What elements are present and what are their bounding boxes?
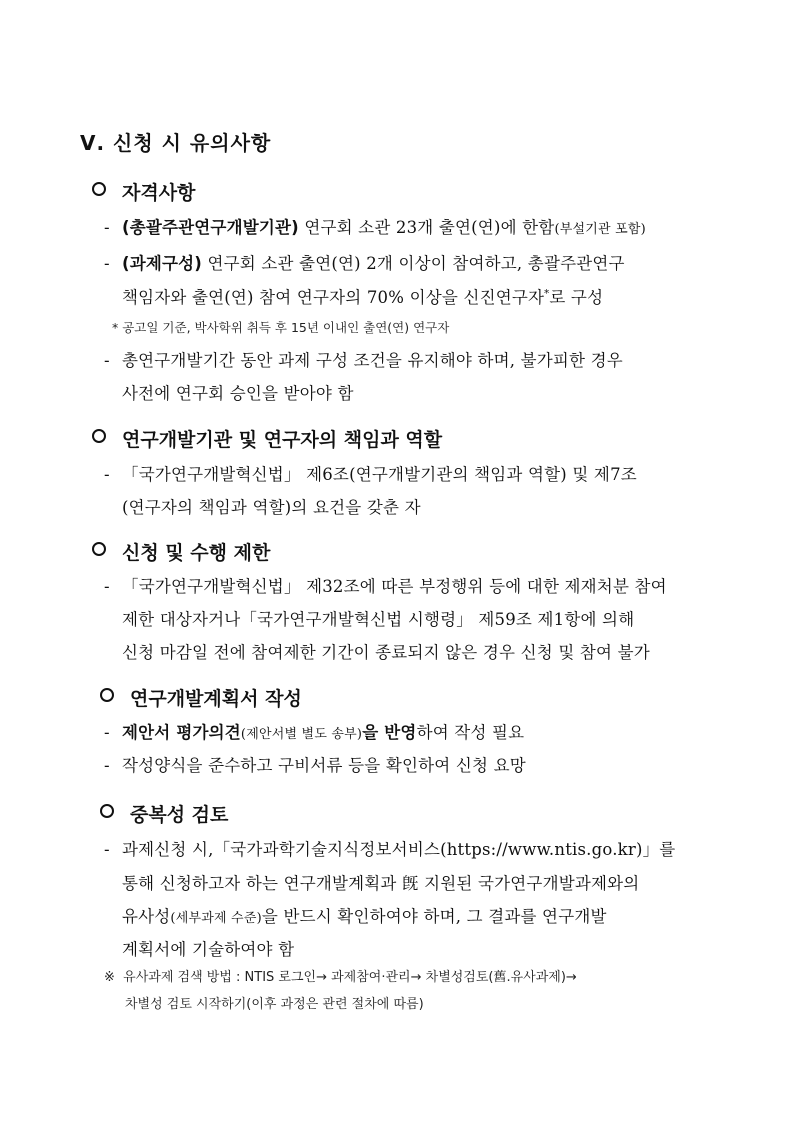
restriction-item [104, 573, 667, 597]
duplication-item [104, 836, 675, 860]
dash: - [104, 723, 110, 742]
heading-text: 중복성 검토 [130, 804, 229, 826]
item-text: 하여 작성 필요 [416, 723, 525, 742]
duplication-item-cont-2 [122, 903, 607, 927]
eligibility-item-3 [104, 347, 623, 371]
heading-text: 연구개발기관 및 연구자의 책임과 역할 [122, 429, 443, 451]
eligibility-item-2-cont [122, 284, 603, 308]
dash: - [104, 756, 110, 775]
circle-bullet-icon [92, 542, 106, 556]
item-text: 연구회 소관 23개 출연(연)에 한함 [298, 218, 555, 237]
circle-bullet-icon [100, 804, 114, 818]
item-text: 총연구개발기간 동안 과제 구성 조건을 유지해야 하며, 불가피한 경우 [122, 351, 623, 370]
duplication-item-cont-3: 계획서에 기술하여야 함 [122, 940, 295, 959]
restriction-item-cont-1: 제한 대상자거나「국가연구개발혁신법 시행령」 제59조 제1항에 의해 [122, 610, 635, 629]
responsibility-item [104, 461, 637, 485]
dash: - [104, 351, 110, 370]
heading-plan [100, 684, 302, 711]
eligibility-note: * 공고일 기준, 박사학위 취득 후 15년 이내인 출연(연) 연구자 [112, 320, 450, 335]
dash: - [104, 840, 110, 859]
small-text: (제안서별 별도 송부) [240, 727, 363, 742]
item-text: 연구회 소관 출연(연) 2개 이상이 참여하고, 총괄주관연구 [202, 254, 625, 273]
small-text: (세부과제 수준) [170, 911, 262, 926]
bold-label: (총괄주관연구개발기관) [122, 218, 299, 237]
item-text: 「국가연구개발혁신법」 제6조(연구개발기관의 책임과 역할) 및 제7조 [122, 465, 637, 484]
heading-eligibility [92, 178, 195, 205]
eligibility-item-2 [104, 250, 625, 274]
duplication-item-cont-1: 통해 신청하고자 하는 연구개발계획과 旣 지원된 국가연구개발과제와의 [122, 874, 640, 893]
item-text: 로 구성 [549, 288, 604, 307]
circle-bullet-icon [100, 688, 114, 702]
eligibility-item-3-cont: 사전에 연구회 승인을 받아야 함 [122, 384, 354, 403]
search-method-note-cont: 차별성 검토 시작하기(이후 과정은 관련 절차에 따름) [125, 997, 424, 1012]
item-text: 「국가연구개발혁신법」 제32조에 따른 부정행위 등에 대한 제재처분 참여 [122, 577, 667, 596]
section-title: Ⅴ. 신청 시 유의사항 [80, 131, 272, 155]
reference-mark: ※ [104, 970, 115, 985]
eligibility-item-1 [104, 214, 646, 238]
item-text: 을 반드시 확인하여야 하며, 그 결과를 연구개발 [261, 907, 607, 926]
note-text: 유사과제 검색 방법 : NTIS 로그인→ 과제참여·관리→ 차별성검토(舊.유사과제)→ [123, 970, 577, 985]
dash: - [104, 254, 110, 273]
small-text: (부설기관 포함) [554, 222, 646, 237]
footnote-mark: * [544, 288, 550, 300]
bold-label: 을 반영 [362, 723, 417, 742]
heading-restriction [92, 538, 270, 565]
bold-label: 제안서 평가의견 [122, 723, 241, 742]
heading-text: 연구개발계획서 작성 [130, 688, 302, 710]
circle-bullet-icon [92, 429, 106, 443]
restriction-item-cont-2: 신청 마감일 전에 참여제한 기간이 종료되지 않은 경우 신청 및 참여 불가 [122, 643, 650, 662]
heading-text: 신청 및 수행 제한 [122, 542, 271, 564]
item-text: 과제신청 시,「국가과학기술지식정보서비스(https://www.ntis.go.kr)」를 [122, 840, 676, 859]
plan-item-1 [104, 719, 524, 743]
dash: - [104, 218, 110, 237]
search-method-note [104, 966, 577, 985]
dash: - [104, 577, 110, 596]
plan-item-2 [104, 752, 526, 776]
item-text: 책임자와 출연(연) 참여 연구자의 70% 이상을 신진연구자 [122, 288, 545, 307]
circle-bullet-icon [92, 182, 106, 196]
bold-label: (과제구성) [122, 254, 203, 273]
responsibility-item-cont: (연구자의 책임과 역할)의 요건을 갖춘 자 [122, 498, 421, 517]
heading-responsibility [92, 425, 442, 452]
dash: - [104, 465, 110, 484]
item-text: 작성양식을 준수하고 구비서류 등을 확인하여 신청 요망 [122, 756, 526, 775]
heading-text: 자격사항 [122, 182, 196, 204]
item-text: 유사성 [122, 907, 171, 926]
heading-duplication [100, 800, 228, 827]
